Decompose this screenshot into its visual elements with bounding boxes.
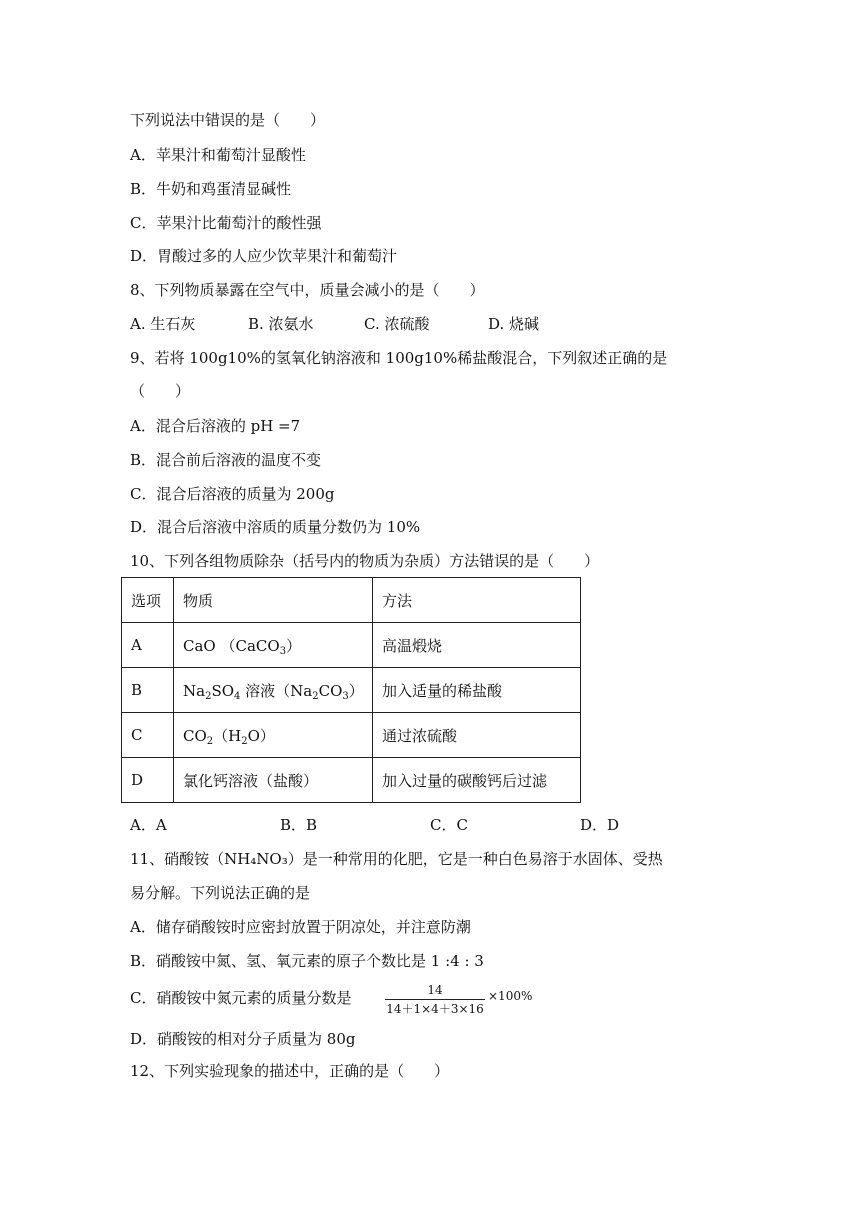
q7-option-b: B．牛奶和鸡蛋清显碱性: [130, 180, 292, 198]
table-row: [122, 668, 581, 713]
mass-fraction-formula: [385, 982, 485, 1017]
q11-stem: 11、硝酸铵（NH₄NO₃）是一种常用的化肥，它是一种白色易溶于水固体、受热: [130, 850, 663, 868]
q8-option-b: B. 浓氨水: [248, 315, 314, 333]
q10-option-b: B．B: [280, 816, 318, 834]
q9-option-b: B．混合前后溶液的温度不变: [130, 451, 322, 469]
q12-stem: 12、下列实验现象的描述中，正确的是（ ）: [130, 1062, 450, 1080]
row-method: 通过浓硫酸: [373, 713, 581, 758]
q7-option-c: C．苹果汁比葡萄汁的酸性强: [130, 214, 322, 232]
q7-option-a: A．苹果汁和葡萄汁显酸性: [130, 146, 306, 164]
q11-option-d: D．硝酸铵的相对分子质量为 80g: [130, 1030, 356, 1048]
row-substance: $Na_2SO_4$ 溶液$(Na_2CO_3)$: [174, 668, 373, 713]
q10-option-a: A．A: [130, 816, 167, 834]
fraction-numerator: 14: [427, 983, 443, 997]
q8-stem: 8、下列物质暴露在空气中，质量会减小的是（ ）: [130, 281, 485, 299]
row-method: 高温煅烧: [373, 623, 581, 668]
q10-option-d: D．D: [580, 816, 620, 834]
q10-option-c: C．C: [430, 816, 468, 834]
header-substance: 物质: [174, 578, 373, 623]
row-substance: 氯化钙溶液（盐酸）: [174, 758, 373, 803]
q11-option-c: C．硝酸铵中氮元素的质量分数是: [130, 989, 352, 1007]
q8-option-d: D. 烧碱: [488, 315, 540, 333]
row-option: A: [122, 623, 174, 668]
row-method: 加入过量的碳酸钙后过滤: [373, 758, 581, 803]
q9-option-a: A．混合后溶液的 pH =7: [130, 417, 301, 435]
q8-option-a: A. 生石灰: [130, 315, 196, 333]
q11-option-a: A．储存硝酸铵时应密封放置于阴凉处，并注意防潮: [130, 918, 471, 936]
q9-option-c: C．混合后溶液的质量为 200g: [130, 485, 335, 503]
fraction-denominator: 14＋1×4＋3×16: [386, 1002, 484, 1016]
q10-options: [130, 815, 619, 835]
table-row: [122, 758, 581, 803]
table-row: [122, 623, 581, 668]
q9-stem-cont: （ ）: [130, 382, 191, 400]
q9-stem: 9、若将 100g10%的氢氧化钠溶液和 100g10%稀盐酸混合，下列叙述正确的是: [130, 349, 668, 367]
row-option: B: [122, 668, 174, 713]
header-method: 方法: [373, 578, 581, 623]
row-substance: CaO （CaCO$_3$）: [174, 623, 373, 668]
fraction-suffix: ×100%: [488, 989, 533, 1003]
table-row: [122, 713, 581, 758]
q8-options: [130, 314, 539, 334]
q8-option-c: C. 浓硫酸: [364, 315, 430, 333]
row-option: C: [122, 713, 174, 758]
q7-option-d: D．胃酸过多的人应少饮苹果汁和葡萄汁: [130, 247, 398, 265]
fraction-bar: [385, 999, 485, 1000]
q7-stem: 下列说法中错误的是（ ）: [130, 111, 326, 129]
q10-stem: 10、下列各组物质除杂（括号内的物质为杂质）方法错误的是（ ）: [130, 552, 600, 570]
q9-option-d: D．混合后溶液中溶质的质量分数仍为 10%: [130, 518, 421, 536]
row-substance: $CO_2(H_2O)$: [174, 713, 373, 758]
row-option: D: [122, 758, 174, 803]
q10-table: [121, 577, 581, 803]
q11-option-b: B．硝酸铵中氮、氢、氧元素的原子个数比是 1 :4 : 3: [130, 952, 484, 970]
table-header-row: [122, 578, 581, 623]
q11-stem-cont: 易分解。下列说法正确的是: [130, 884, 311, 902]
header-option: 选项: [122, 578, 174, 623]
row-method: 加入适量的稀盐酸: [373, 668, 581, 713]
